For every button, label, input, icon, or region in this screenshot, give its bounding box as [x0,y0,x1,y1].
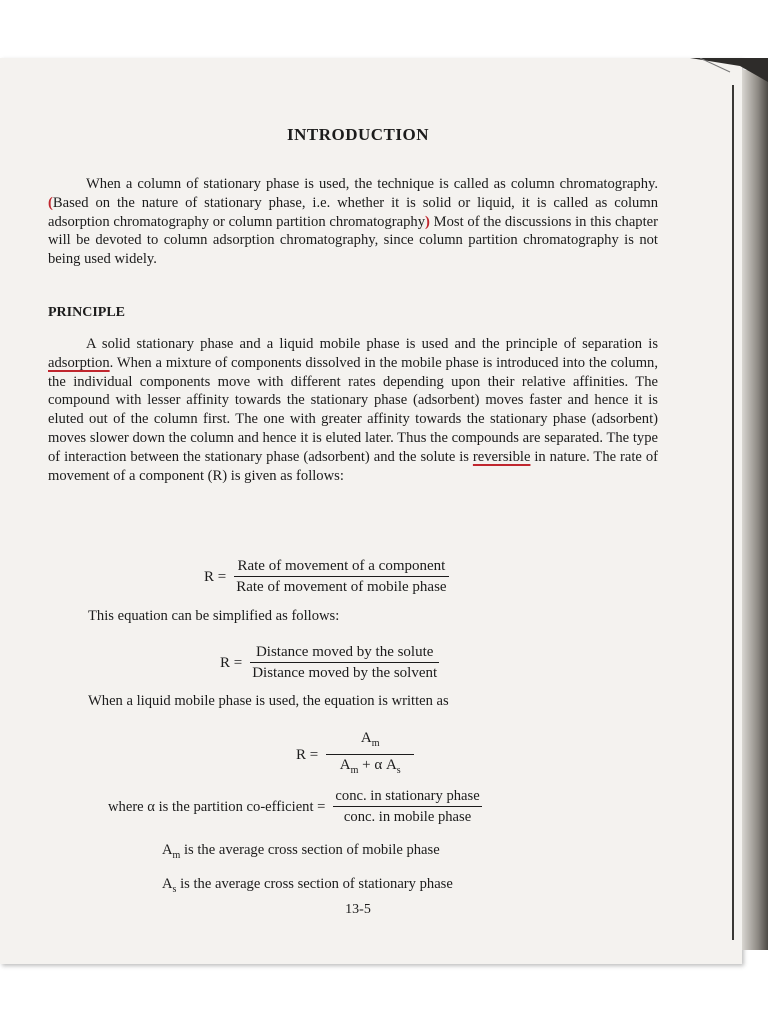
subscript-s: s [172,883,177,895]
red-bracket-open: ( [48,194,53,211]
equation-prefix: R = [296,746,319,763]
simplify-text: This equation can be simplified as follows: [88,608,340,624]
fraction-numerator [326,728,414,755]
fraction-denominator: conc. in mobile phase [343,809,472,825]
underlined-adsorption: adsorption [48,354,110,371]
fraction-numerator: Rate of movement of a component [234,556,448,577]
torn-corner-icon [690,58,768,82]
fraction [250,642,439,683]
operator-alpha-a: + α A [362,757,397,773]
fraction-numerator: conc. in stationary phase [333,786,481,807]
subscript-m: m [172,849,181,861]
page-number: 13-5 [345,902,371,917]
red-bracket-close: ) [425,213,430,230]
as-definition [162,876,453,895]
equation-rate [204,556,449,597]
intro-text-1: When a column of stationary phase is used, the technique is called as column chromatography. [86,176,658,192]
equation-prefix: R = [220,654,243,671]
page-title: INTRODUCTION [286,125,430,144]
intro-paragraph [48,175,658,269]
equation-area [296,728,414,781]
fraction [326,728,414,781]
definition-text: is the average cross section of stationary phase [176,876,453,892]
symbol-a: A [360,730,372,746]
principle-text-2: . When a mixture of components dissolved in the mobile phase is introduced into the column, the individual components move with different rates depending upon their relative affinities. The compound with lesser affinity towards the stationary phase (adsorbent) moves faster and hence it is eluted out of the column first. The one with greater affinity towards the stationary phase (adsorbent) moves slower down the column and hence it is eluted later. Thus the compounds are separated. The type of interaction between the stationary phase (adsorbent) and the solute is [48,354,658,465]
equation-distance [220,642,439,683]
equation-partition [108,786,482,827]
liquid-phase-text: When a liquid mobile phase is used, the equation is written as [88,693,449,709]
fraction [234,556,448,597]
principle-heading: PRINCIPLE [48,305,126,320]
fraction-denominator: Distance moved by the solvent [252,665,438,681]
subscript-m: m [371,738,380,749]
intro-text-2: Based on the nature of stationary phase, i.e. whether it is solid or liquid, it is called as column adsorption chromatography or column partition chromatography [48,194,658,230]
definition-text: is the average cross section of mobile phase [180,842,440,858]
symbol-a: A [339,757,351,773]
principle-paragraph [48,335,658,485]
intro-text-3: Most of the discussions in this chapter will be devoted to column adsorption chromatography, since column partition chromatography is not being used widely. [48,213,658,268]
principle-text-3: in nature. The rate of movement of a component (R) is given as follows: [48,448,658,484]
underlined-reversible: reversible [472,448,531,465]
subscript-m: m [350,765,359,776]
subscript-s: s [396,765,401,776]
fraction-numerator: Distance moved by the solute [250,642,439,663]
am-definition [162,842,440,861]
symbol-a: A [162,842,173,858]
fraction-denominator: Rate of movement of mobile phase [236,579,447,595]
equation-prefix: R = [204,568,227,585]
fraction [333,786,481,827]
fraction-denominator [326,755,414,781]
equation-prefix: where α is the partition co-efficient = [108,798,326,815]
book-page-edge [742,70,768,950]
principle-text-1: A solid stationary phase and a liquid mobile phase is used and the principle of separation is [86,336,658,352]
page-margin-line [732,85,734,940]
symbol-a: A [162,876,173,892]
